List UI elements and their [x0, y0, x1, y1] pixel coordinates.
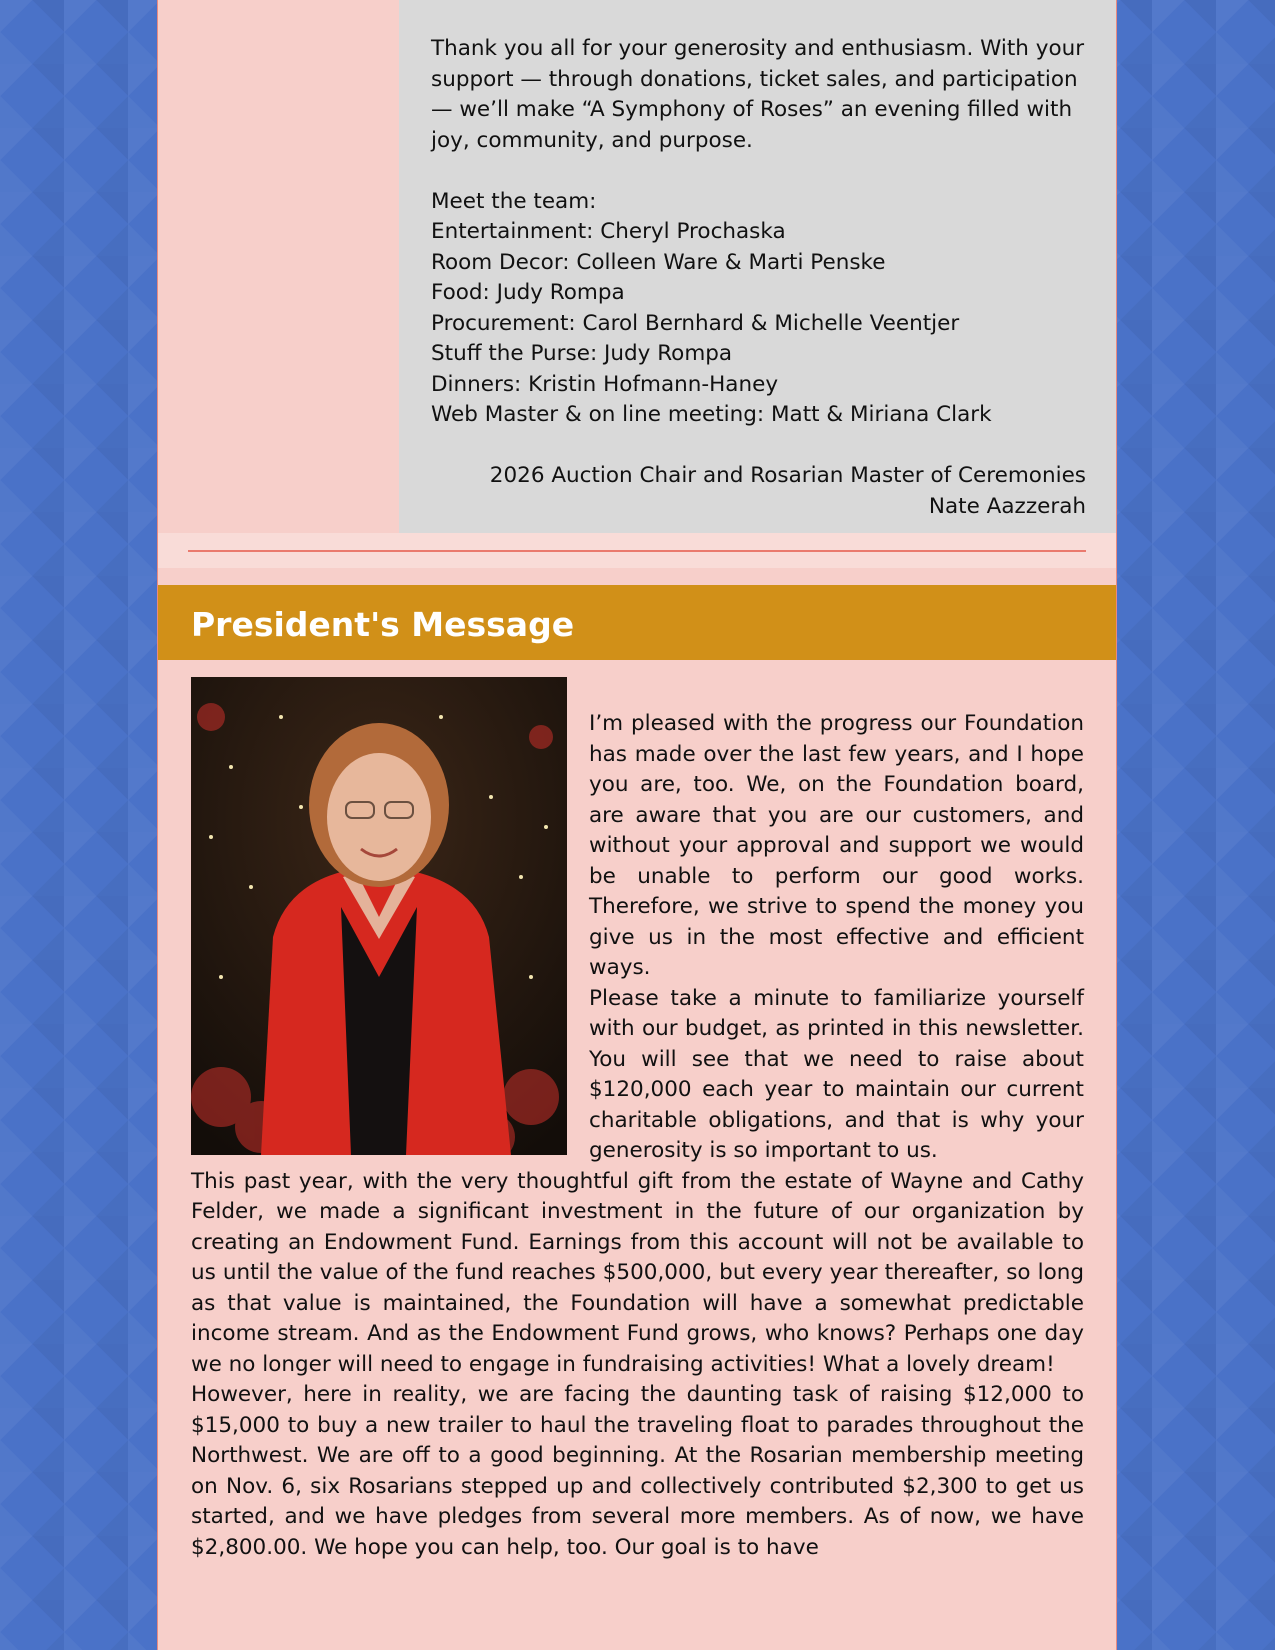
- team-member: Entertainment: Cheryl Prochaska: [431, 219, 786, 244]
- team-member: Dinners: Kristin Hofmann-Haney: [431, 371, 779, 397]
- signature-name: Nate Aazzerah: [928, 493, 1086, 519]
- newsletter-page: [157, 0, 1117, 1650]
- message-paragraph-3: This past year, with the very thoughtful gift from the estate of Wayne and Cathy Felder, we made a significant investment in the future of our organization by creating an Endowment Fund. Earnings from this account will not be available to us until the value of the fund reaches $500,000, but every year thereafter, so long as that value is maintained, the Foundation will have a somewhat predictable income stream. And as the Endowment Fund grows, who knows? Perhaps one day we no longer will need to engage in fundraising activities! What a lovely dream!: [191, 1168, 1084, 1377]
- signature: [431, 461, 1086, 522]
- president-message: [191, 709, 1084, 1563]
- message-paragraph-4: However, here in reality, we are facing the daunting task of raising $12,000 to $15,000 to buy a new trailer to haul the traveling float to parades throughout the Northwest. We are off to a good beginning. At the Rosarian membership meeting on Nov. 6, six Rosarians stepped up and collectively contributed $2,300 to get us started, and we have pledges from several more members. As of now, we have $2,800.00. We hope you can help, too. Our goal is to have: [191, 1382, 1084, 1560]
- team-member: Stuff the Purse: Judy Rompa: [431, 341, 733, 366]
- section-divider: [158, 533, 1116, 568]
- thanks-paragraph: Thank you all for your generosity and enthusiasm. With your support — through donations, ticket sales, and participation — we’ll make “A Symphony of Roses” an evening filled with joy, community, and purpose.: [431, 36, 1085, 153]
- team-member: Room Decor: Colleen Ware & Marti Penske: [431, 249, 886, 275]
- signature-title: 2026 Auction Chair and Rosarian Master of Ceremonies: [489, 463, 1086, 488]
- team-heading: Meet the team:: [431, 188, 597, 214]
- message-paragraph-2: Please take a minute to familiarize yourself with our budget, as printed in this newsletter. You will see that we need to raise about $120,000 each year to maintain our current charitable obligations, and that is why your generosity is so important to us.: [589, 985, 1084, 1163]
- divider-line: [188, 550, 1086, 552]
- section-header: [158, 585, 1116, 660]
- auction-text: [431, 34, 1086, 522]
- team-member: Web Master & on line meeting: Matt & Miriana Clark: [431, 402, 992, 427]
- message-paragraph-1: I’m pleased with the progress our Foundation has made over the last few years, and I hope you are, too. We, on the Foundation board, are aware that you are our customers, and without your approval and support we would be unable to perform our good works. Therefore, we strive to spend the money you give us in the most effective and efficient ways.: [589, 711, 1084, 980]
- section-title: President's Message: [191, 605, 575, 644]
- team-member: Food: Judy Rompa: [431, 280, 625, 305]
- team-member: Procurement: Carol Bernhard & Michelle Veentjer: [431, 310, 960, 336]
